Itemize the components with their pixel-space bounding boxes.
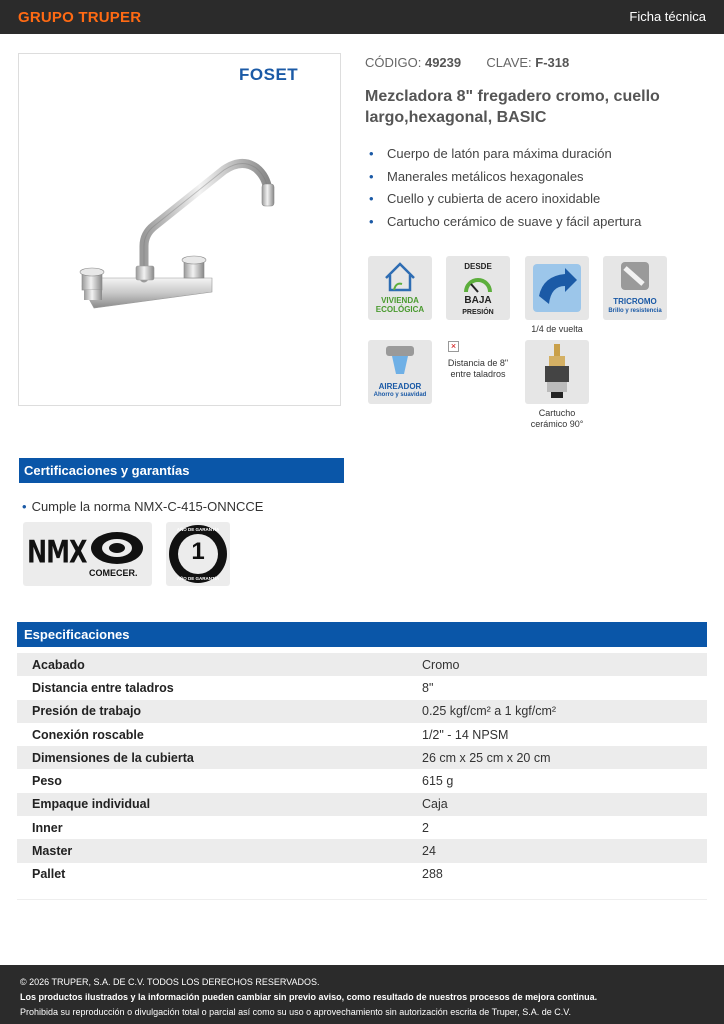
table-row: Distancia entre taladros 8" [32,680,434,695]
footer [0,965,724,1024]
cuarto-vuelta-caption: 1/4 de vuelta [531,324,583,334]
ficha-tecnica-label: Ficha técnica [629,9,706,24]
table-row: Conexión roscable 1/2" - 14 NPSM [32,727,509,742]
garantia-bottom-text: AÑO DE GARANTÍA [176,576,220,581]
vivienda-ecologica-badge: VIVIENDA ECOLÓGICA [368,256,432,320]
footer-copyright: © 2026 TRUPER, S.A. DE C.V. TODOS LOS DERECHOS RESERVADOS. [20,977,320,987]
quarter-turn-icon [525,256,589,320]
cartridge-icon [525,340,589,404]
comecer-logo: COMECER. [89,568,138,578]
brand-logo: GRUPO TRUPER [18,9,142,26]
specs-table [17,653,707,886]
certifications-heading: Certificaciones y garantías [19,458,344,483]
cuarto-vuelta-badge [525,256,589,320]
comecer-emblem-icon [87,530,147,566]
product-photo [18,53,341,406]
table-row: Dimensiones de la cubierta 26 cm x 25 cm x 20 cm [17,746,707,769]
garantia-number: 1 [191,538,205,565]
cartucho-badge [525,340,589,404]
footer-legal: Prohibida su reproducción o divulgación total o parcial así como su uso o aprovechamiento sin autorización escrita de Truper, S.A. de C.V. [20,1007,571,1017]
feature-item: • Cartucho cerámico de suave y fácil apertura [369,213,642,229]
table-row: Acabado Cromo [17,653,707,676]
table-row: Inner 2 [32,820,429,835]
table-row: Peso 615 g [32,774,454,789]
codigo-label: CÓDIGO: [365,55,422,70]
product-code-line [365,55,569,70]
feature-list [369,146,641,236]
feature-item: • Cuello y cubierta de acero inoxidable [369,191,601,206]
clave-value: F-318 [535,55,570,70]
aerator-icon [368,340,432,380]
cert-item: • Cumple la norma NMX-C-415-ONNCCE [22,499,264,514]
table-row: Presión de trabajo 0.25 kgf/cm² a 1 kgf/cm² [17,700,707,723]
nmx-logo: NMX [27,533,87,571]
table-row: Pallet 288 [32,867,443,882]
garantia-logo [166,522,230,586]
house-icon [368,256,432,296]
chrome-icon [603,256,667,296]
clave-label: CLAVE: [486,55,532,70]
feature-item: • Cuerpo de latón para máxima duración [369,146,612,161]
table-row: Empaque individual Caja [17,793,707,816]
table-row: Master 24 [17,839,707,862]
product-title: Mezcladora 8" fregadero cromo, cuello largo,hexagonal, BASIC [365,88,660,126]
codigo-value: 49239 [424,55,462,70]
cartucho-caption: Cartucho cerámico 90° [530,408,584,429]
broken-image-icon: × [448,341,459,352]
top-bar [0,0,724,34]
feature-item: • Manerales metálicos hexagonales [369,168,584,184]
specs-heading: Especificaciones [17,622,707,647]
aireador-badge: AIREADOR Ahorro y suavidad [368,340,432,404]
faucet-image [74,154,314,324]
baja-presion-badge: DESDE BAJA PRESIÓN [446,256,510,320]
distancia-caption: Distancia de 8" entre taladros [447,358,509,379]
specs-bottom-divider [17,886,707,900]
tricromo-badge: TRICROMO Brillo y resistencia [603,256,667,320]
garantia-top-text: AÑO DE GARANTÍA [176,527,220,532]
foset-logo: FOSET [239,65,299,84]
nmx-comecer-logo [23,522,152,586]
footer-disclaimer: Los productos ilustrados y la información pueden cambiar sin previo aviso, como resultado de nuestros procesos de mejora continua. [20,992,598,1002]
